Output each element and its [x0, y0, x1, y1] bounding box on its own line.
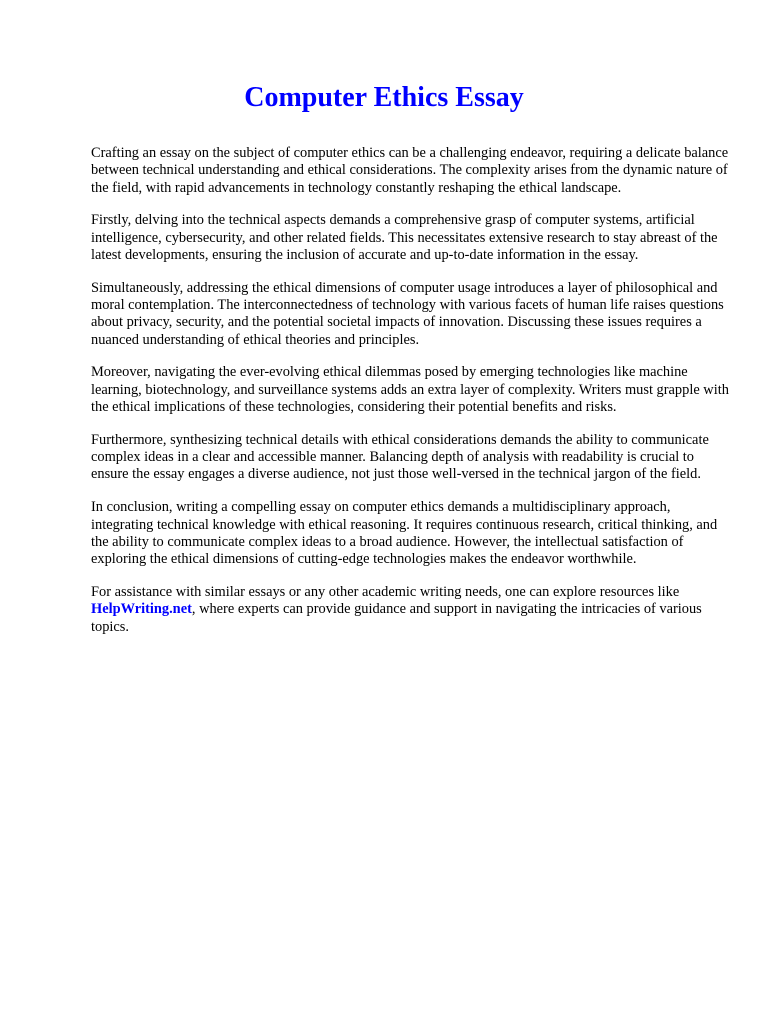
paragraph-7 [91, 584, 731, 636]
essay-body [91, 145, 731, 651]
paragraph-2: Firstly, delving into the technical aspects demands a comprehensive grasp of computer systems, artificial intelligence, cybersecurity, and other related fields. This necessitates extensive research to stay abreast of the latest developments, ensuring the inclusion of accurate and up-to-date information in the essay. [91, 212, 718, 263]
paragraph-4: Moreover, navigating the ever-evolving ethical dilemmas posed by emerging technologies like machine learning, biotechnology, and surveillance systems adds an extra layer of complexity. Writers must grapple with the ethical implications of these technologies, considering their potential benefits and risks. [91, 364, 729, 416]
paragraph-3: Simultaneously, addressing the ethical dimensions of computer usage introduces a layer of philosophical and moral contemplation. The interconnectedness of technology with various facets of human life raises questions about privacy, security, and the potential societal impacts of innovation. Discussing these issues requires a nuanced understanding of ethical theories and principles. [91, 279, 724, 348]
page-title: Computer Ethics Essay [244, 82, 524, 113]
paragraph-1: Crafting an essay on the subject of computer ethics can be a challenging endeavor, requiring a delicate balance between technical understanding and ethical considerations. The complexity arises from the dynamic nature of the field, with rapid advancements in technology constantly reshaping the ethical landscape. [91, 145, 729, 196]
helpwriting-link[interactable]: HelpWriting.net [91, 601, 192, 618]
paragraph-7-after-link: , where experts can provide guidance and support in navigating the intricacies of various topics. [91, 601, 702, 635]
paragraph-6: In conclusion, writing a compelling essay on computer ethics demands a multidisciplinary approach, integrating technical knowledge with ethical reasoning. It requires continuous research, critical thinking, and the ability to communicate complex ideas to a broad audience. However, the intellectual satisfaction of exploring the ethical dimensions of cutting-edge technologies makes the endeavor worthwhile. [91, 499, 718, 568]
paragraph-5: Furthermore, synthesizing technical details with ethical considerations demands the ability to communicate complex ideas in a clear and accessible manner. Balancing depth of analysis with readability is crucial to ensure the essay engages a diverse audience, not just those well-versed in the technical jargon of the field. [91, 431, 709, 483]
paragraph-7-before-link: For assistance with similar essays or any other academic writing needs, one can explore resources like [91, 583, 680, 600]
